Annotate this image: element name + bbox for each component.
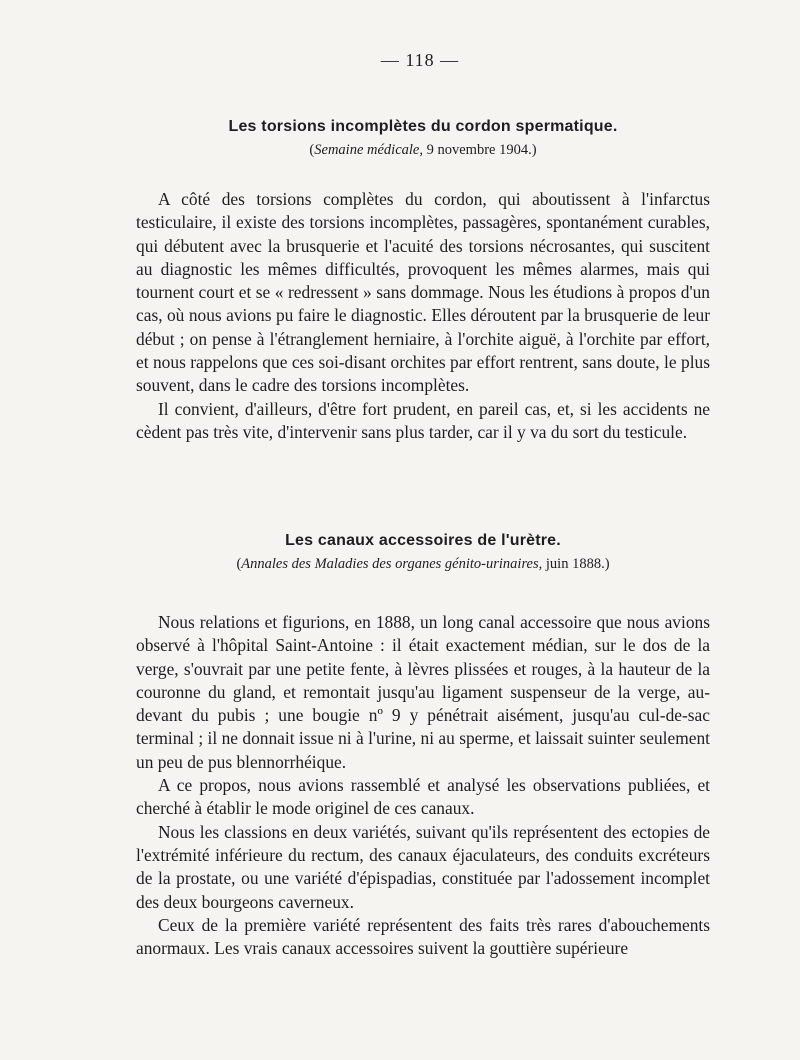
paragraph: Nous les classions en deux variétés, suivant qu'ils représentent des ectopies de l'extrémité inférieure du rectum, des canaux éjaculateurs, des conduits excréteurs de la prostate, ou une variété d'épispadias, constituée par l'adossement incomplet des deux bourgeons caverneux. [136, 821, 710, 912]
source-journal: Annales des Maladies des organes génito-urinaires, [241, 556, 543, 572]
paragraph: A côté des torsions complètes du cordon, qui aboutissent à l'infarctus testiculaire, il existe des torsions incomplètes, passagères, spontanément curables, qui débutent avec la brusquerie et l'acuité des torsions nécrosantes, qui suscitent au diagnostic les mêmes difficultés, provoquent les mêmes alarmes, mais qui tournent court et se « redressent » sans dommage. Nous les étudions à propos d'un cas, où nous avions pu faire le diagnostic. Elles déroutent par la brusquerie de leur début ; on pense à l'étranglement herniaire, à l'orchite aiguë, à l'orchite par effort, et nous rappelons que ces soi-disant orchites par effort rentrent, sans doute, le plus souvent, dans le cadre des torsions incomplètes. [136, 189, 710, 396]
section-title: Les torsions incomplètes du cordon spermatique. [228, 118, 618, 135]
source-date: juin 1888. [545, 556, 605, 572]
section-canaux [136, 532, 710, 960]
page-number: — 118 — [380, 50, 460, 70]
section-torsions [136, 118, 710, 444]
paragraph: Il convient, d'ailleurs, d'être fort prudent, en pareil cas, et, si les accidents ne cèdent pas très vite, d'intervenir sans plus tarder, car il y va du sort du testicule. [136, 398, 710, 442]
section-source: (Annales des Maladies des organes génito-urinaires, juin 1888.) [236, 556, 610, 572]
source-journal: Semaine médicale, [314, 142, 423, 158]
source-date: 9 novembre 1904. [426, 142, 532, 158]
section-body [136, 611, 710, 960]
paragraph: A ce propos, nous avions rassemblé et analysé les observations publiées, et cherché à établir le mode originel de ces canaux. [136, 775, 710, 819]
paragraph: Ceux de la première variété représentent des faits très rares d'abouchements anormaux. Les vrais canaux accessoires suivent la gouttière supérieure [136, 914, 710, 959]
section-body [136, 188, 710, 444]
paragraph: Nous relations et figurions, en 1888, un long canal accessoire que nous avions observé à l'hôpital Saint-Antoine : il était exactement médian, sur le dos de la verge, s'ouvrait par une petite fente, à lèvres plissées et rouges, à la hauteur de la couronne du gland, et remontait jusqu'au ligament suspenseur de la verge, au-devant du pubis ; une bougie nº 9 y pénétrait aisément, jusqu'au cul-de-sac terminal ; il ne donnait issue ni à l'urine, ni au sperme, et laissait suinter seulement un peu de pus blennorrhéique. [136, 612, 710, 772]
section-title: Les canaux accessoires de l'urètre. [285, 532, 561, 549]
section-source: (Semaine médicale, 9 novembre 1904.) [309, 142, 537, 158]
